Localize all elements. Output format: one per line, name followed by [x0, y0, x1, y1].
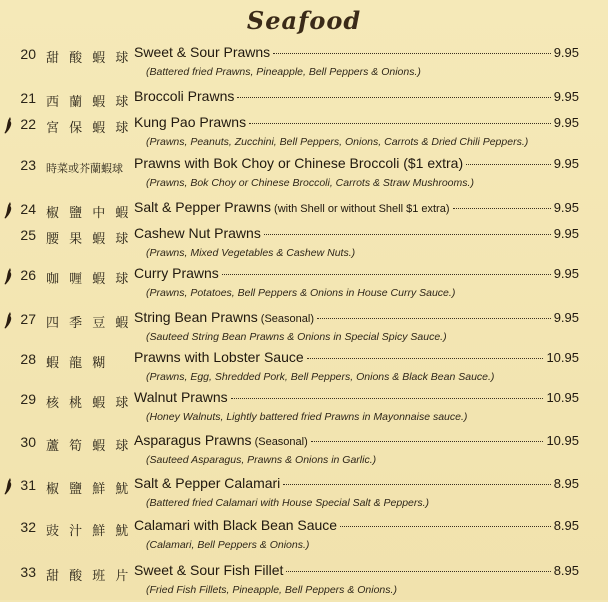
item-price: 10.95 — [546, 390, 579, 405]
item-price: 9.95 — [553, 226, 579, 241]
menu-item — [0, 265, 608, 305]
item-price: 8.95 — [553, 563, 579, 578]
item-name-text: Walnut Prawns — [134, 389, 228, 405]
item-name-text: Salt & Pepper Calamari — [134, 475, 281, 491]
item-number: 29 — [20, 391, 36, 407]
chinese-name: 四 季 豆 蝦 — [46, 316, 132, 331]
item-number: 31 — [20, 477, 36, 493]
item-name-text: Curry Prawns — [134, 265, 219, 281]
item-number: 27 — [20, 311, 36, 327]
chinese-name: 宮 保 蝦 球 — [46, 121, 132, 136]
item-line — [134, 265, 579, 287]
item-line — [134, 114, 579, 136]
item-number: 24 — [20, 201, 36, 217]
item-line — [134, 44, 579, 66]
item-number: 32 — [20, 519, 36, 535]
item-price: 9.95 — [553, 200, 579, 215]
menu-item — [0, 349, 608, 389]
menu-item — [0, 44, 608, 84]
item-line — [134, 432, 579, 454]
menu-item — [0, 155, 608, 195]
item-name-text: Calamari with Black Bean Sauce — [134, 517, 338, 533]
item-description: (Prawns, Potatoes, Bell Peppers & Onions in House Curry Sauce.) — [146, 287, 456, 299]
dot-leader — [273, 53, 551, 54]
item-price: 10.95 — [546, 433, 579, 448]
item-number: 21 — [20, 90, 36, 106]
menu-item — [0, 225, 608, 265]
item-line — [134, 155, 579, 177]
item-note: (Seasonal) — [257, 313, 314, 325]
item-description: (Fried Fish Fillets, Pineapple, Bell Peppers & Onions.) — [146, 584, 397, 596]
item-name — [134, 155, 463, 171]
section-title: Seafood — [246, 6, 362, 35]
dot-leader — [231, 398, 544, 399]
item-line — [134, 349, 579, 371]
item-name-text: Prawns with Lobster Sauce — [134, 349, 304, 365]
item-number: 33 — [20, 564, 36, 580]
chinese-name: 椒 鹽 鮮 魷 — [46, 482, 132, 497]
item-name-text: Cashew Nut Prawns — [134, 225, 261, 241]
item-number: 22 — [20, 116, 36, 132]
menu-item — [0, 562, 608, 602]
item-name — [134, 517, 337, 533]
dot-leader — [307, 358, 544, 359]
chinese-name: 椒 鹽 中 蝦 — [46, 206, 132, 221]
item-name — [134, 114, 246, 130]
chinese-name: 甜 酸 班 片 — [46, 569, 132, 584]
item-name-text: Prawns with Bok Choy or Chinese Broccoli ($1 extra) — [134, 155, 464, 171]
item-name — [134, 309, 314, 325]
item-number: 25 — [20, 227, 36, 243]
item-line — [134, 309, 579, 331]
item-price: 8.95 — [553, 476, 579, 491]
dot-leader — [264, 234, 551, 235]
chinese-name: 時菜或芥蘭蝦球 — [46, 162, 123, 175]
item-number: 28 — [20, 351, 36, 367]
chinese-name: 咖 喱 蝦 球 — [46, 272, 132, 287]
chinese-name: 腰 果 蝦 球 — [46, 232, 132, 247]
item-line — [134, 562, 579, 584]
item-description: (Prawns, Egg, Shredded Pork, Bell Peppers, Onions & Black Bean Sauce.) — [146, 371, 495, 383]
item-number: 23 — [20, 157, 36, 173]
dot-leader — [466, 164, 551, 165]
dot-leader — [237, 97, 550, 98]
item-name-text: Kung Pao Prawns — [134, 114, 247, 130]
item-line — [134, 389, 579, 411]
chinese-name: 蘆 筍 蝦 球 — [46, 439, 132, 454]
item-note: (with Shell or without Shell $1 extra) — [270, 203, 450, 215]
item-name — [134, 475, 280, 491]
chinese-name: 核 桃 蝦 球 — [46, 396, 132, 411]
item-description: (Sauteed String Bean Prawns & Onions in Special Spicy Sauce.) — [146, 331, 447, 343]
dot-leader — [249, 123, 551, 124]
chinese-name: 豉 汁 鮮 魷 — [46, 524, 132, 539]
item-line — [134, 517, 579, 539]
dot-leader — [453, 208, 551, 209]
menu-item — [0, 309, 608, 349]
chinese-name: 蝦 龍 糊 — [46, 356, 109, 371]
dot-leader — [286, 571, 550, 572]
item-name — [134, 88, 234, 104]
menu-item — [0, 475, 608, 515]
item-number: 20 — [20, 46, 36, 62]
dot-leader — [311, 441, 544, 442]
chinese-name: 西 蘭 蝦 球 — [46, 95, 132, 110]
item-description: (Battered fried Calamari with House Special Salt & Peppers.) — [146, 497, 430, 509]
item-name — [134, 349, 304, 365]
chinese-name: 甜 酸 蝦 球 — [46, 51, 132, 66]
item-name — [134, 562, 283, 578]
item-name — [134, 432, 308, 448]
dot-leader — [283, 484, 550, 485]
item-description: (Honey Walnuts, Lightly battered fried Prawns in Mayonnaise sauce.) — [146, 411, 468, 423]
item-line — [134, 225, 579, 247]
menu-item — [0, 517, 608, 557]
item-description: (Calamari, Bell Peppers & Onions.) — [146, 539, 310, 551]
item-name-text: String Bean Prawns — [134, 309, 258, 325]
item-price: 9.95 — [553, 156, 579, 171]
dot-leader — [340, 526, 551, 527]
item-price: 10.95 — [546, 350, 579, 365]
item-price: 9.95 — [553, 115, 579, 130]
item-description: (Battered fried Prawns, Pineapple, Bell Peppers & Onions.) — [146, 66, 421, 78]
item-name — [134, 225, 261, 241]
item-name-text: Broccoli Prawns — [134, 88, 235, 104]
item-price: 9.95 — [553, 266, 579, 281]
item-description: (Prawns, Bok Choy or Chinese Broccoli, Carrots & Straw Mushrooms.) — [146, 177, 474, 189]
item-name — [134, 389, 228, 405]
item-line — [134, 475, 579, 497]
item-line — [134, 199, 579, 221]
item-name-text: Salt & Pepper Prawns — [134, 199, 271, 215]
menu-item — [0, 114, 608, 154]
item-price: 9.95 — [553, 89, 579, 104]
dot-leader — [317, 318, 551, 319]
item-description: (Prawns, Mixed Vegetables & Cashew Nuts.) — [146, 247, 356, 259]
item-name-text: Sweet & Sour Prawns — [134, 44, 271, 60]
item-note: (Seasonal) — [251, 436, 308, 448]
item-price: 9.95 — [553, 310, 579, 325]
item-price: 9.95 — [553, 45, 579, 60]
item-name-text: Sweet & Sour Fish Fillet — [134, 562, 284, 578]
dot-leader — [222, 274, 551, 275]
item-number: 26 — [20, 267, 36, 283]
item-line — [134, 88, 579, 110]
item-price: 8.95 — [553, 518, 579, 533]
item-name-text: Asparagus Prawns — [134, 432, 252, 448]
item-name — [134, 265, 219, 281]
menu-item — [0, 389, 608, 429]
item-name — [134, 199, 450, 215]
menu-item — [0, 432, 608, 472]
item-name — [134, 44, 270, 60]
item-description: (Prawns, Peanuts, Zucchini, Bell Peppers, Onions, Carrots & Dried Chili Peppers.) — [146, 136, 529, 148]
item-number: 30 — [20, 434, 36, 450]
item-description: (Sauteed Asparagus, Prawns & Onions in Garlic.) — [146, 454, 377, 466]
